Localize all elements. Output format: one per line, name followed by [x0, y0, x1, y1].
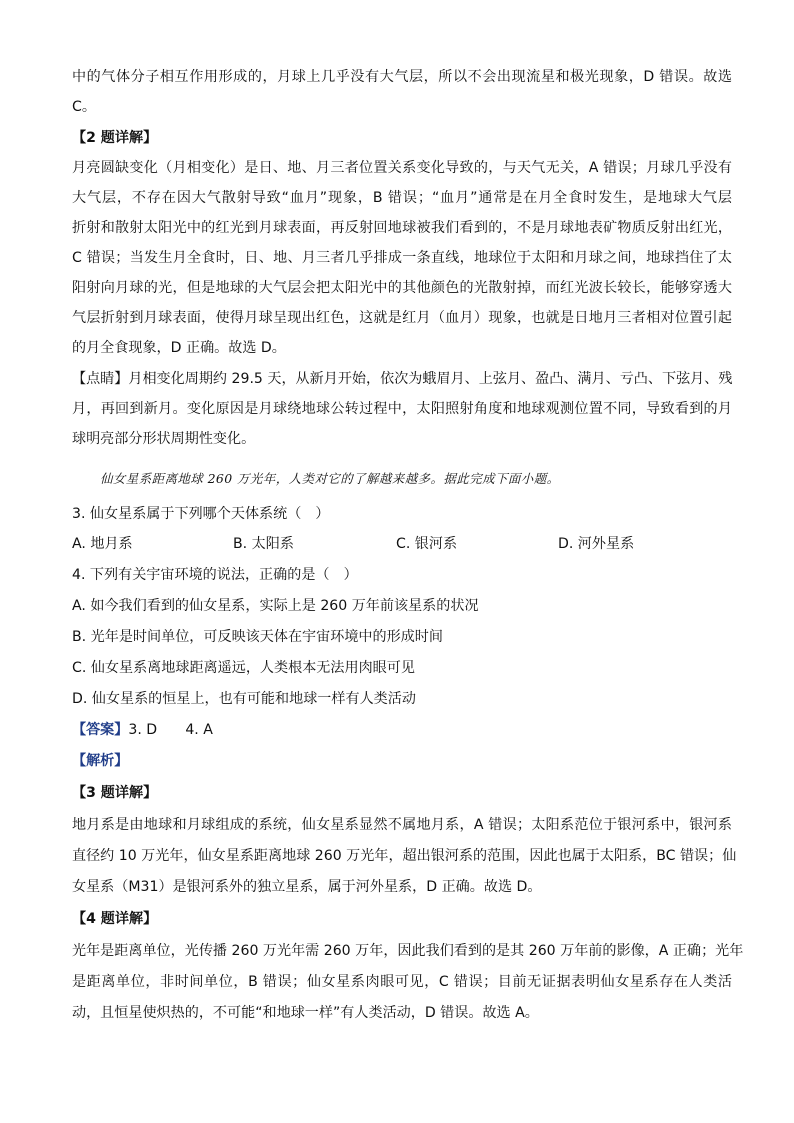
- q4-option-b: B. 光年是时间单位，可反映该天体在宇宙环境中的形成时间: [72, 629, 443, 645]
- q4-option-d: D. 仙女星系的恒星上，也有可能和地球一样有人类活动: [72, 691, 416, 707]
- key-point-line: 月，再回到新月。变化原因是月球绕地球公转过程中，太阳照射角度和地球观测位置不同，导致看到的月: [72, 401, 732, 417]
- question-4-stem: 4. 下列有关宇宙环境的说法，正确的是（ ）: [72, 567, 358, 583]
- q3-option-c: C. 银河系: [396, 536, 458, 552]
- question-3-stem: 3. 仙女星系属于下列哪个天体系统（ ）: [72, 506, 330, 522]
- q3-option-a: A. 地月系: [72, 536, 133, 552]
- paragraph-line: 月亮圆缺变化（月相变化）是日、地、月三者位置关系变化导致的，与天气无关，A 错误；月球几乎没有: [72, 160, 732, 176]
- section-heading-q3: 【3 题详解】: [72, 785, 158, 801]
- key-point-line: 【点睛】月相变化周期约 29.5 天，从新月开始，依次为蛾眉月、上弦月、盈凸、满月、亏凸、下弦月、残: [72, 371, 733, 387]
- paragraph-line: 折射和散射太阳光中的红光到月球表面，再反射回地球被我们看到的，不是月球地表矿物质反射出红光，: [72, 220, 732, 236]
- paragraph-line: 大气层，不存在因大气散射导致“血月”现象，B 错误；“血月”通常是在月全食时发生，是地球大气层: [72, 190, 732, 206]
- paragraph-line: 是距离单位，非时间单位，B 错误；仙女星系肉眼可见，C 错误；目前无证据表明仙女星系存在人类活: [72, 974, 732, 990]
- answer-tag: 【答案】: [72, 722, 129, 738]
- q3-option-d: D. 河外星系: [558, 536, 635, 552]
- paragraph-line: C 错误；当发生月全食时，日、地、月三者几乎排成一条直线，地球位于太阳和月球之间，地球挡住了太: [72, 250, 732, 266]
- paragraph-line: 女星系（M31）是银河系外的独立星系，属于河外星系，D 正确。故选 D。: [72, 879, 542, 895]
- paragraph-line: 的月全食现象，D 正确。故选 D。: [72, 340, 286, 356]
- paragraph-line: 阳射向月球的光，但是地球的大气层会把太阳光中的其他颜色的光散射掉，而红光波长较长，能够穿透大: [72, 280, 732, 296]
- section-heading-q2: 【2 题详解】: [72, 130, 158, 146]
- paragraph-line: 光年是距离单位，光传播 260 万光年需 260 万年，因此我们看到的是其 260 万年前的影像，A 正确；光年: [72, 943, 744, 959]
- analysis-tag: 【解析】: [72, 753, 129, 769]
- answer-text: 3. D 4. A: [128, 722, 213, 738]
- q3-option-b: B. 太阳系: [233, 536, 294, 552]
- paragraph-line: 气层折射到月球表面，使得月球呈现出红色，这就是红月（血月）现象，也就是日地月三者相对位置引起: [72, 310, 732, 326]
- q4-option-c: C. 仙女星系离地球距离遥远，人类根本无法用肉眼可见: [72, 660, 415, 676]
- paragraph-line: 中的气体分子相互作用形成的，月球上几乎没有大气层，所以不会出现流星和极光现象，D 错误。故选: [72, 69, 732, 85]
- key-point-line: 球明亮部分形状周期性变化。: [72, 431, 256, 447]
- paragraph-line: 地月系是由地球和月球组成的系统，仙女星系显然不属地月系，A 错误；太阳系范位于银河系中，银河系: [72, 817, 732, 833]
- paragraph-line: 动，且恒星使炽热的，不可能“和地球一样”有人类活动，D 错误。故选 A。: [72, 1005, 539, 1021]
- paragraph-line: 直径约 10 万光年，仙女星系距离地球 260 万光年，超出银河系的范围，因此也属于太阳系，BC 错误；仙: [72, 848, 737, 864]
- question-lead: 仙女星系距离地球 260 万光年，人类对它的了解越来越多。据此完成下面小题。: [100, 471, 560, 486]
- answer-line: [72, 720, 732, 740]
- section-heading-q4: 【4 题详解】: [72, 911, 158, 927]
- paragraph-line: C。: [72, 99, 96, 115]
- q4-option-a: A. 如今我们看到的仙女星系，实际上是 260 万年前该星系的状况: [72, 598, 479, 614]
